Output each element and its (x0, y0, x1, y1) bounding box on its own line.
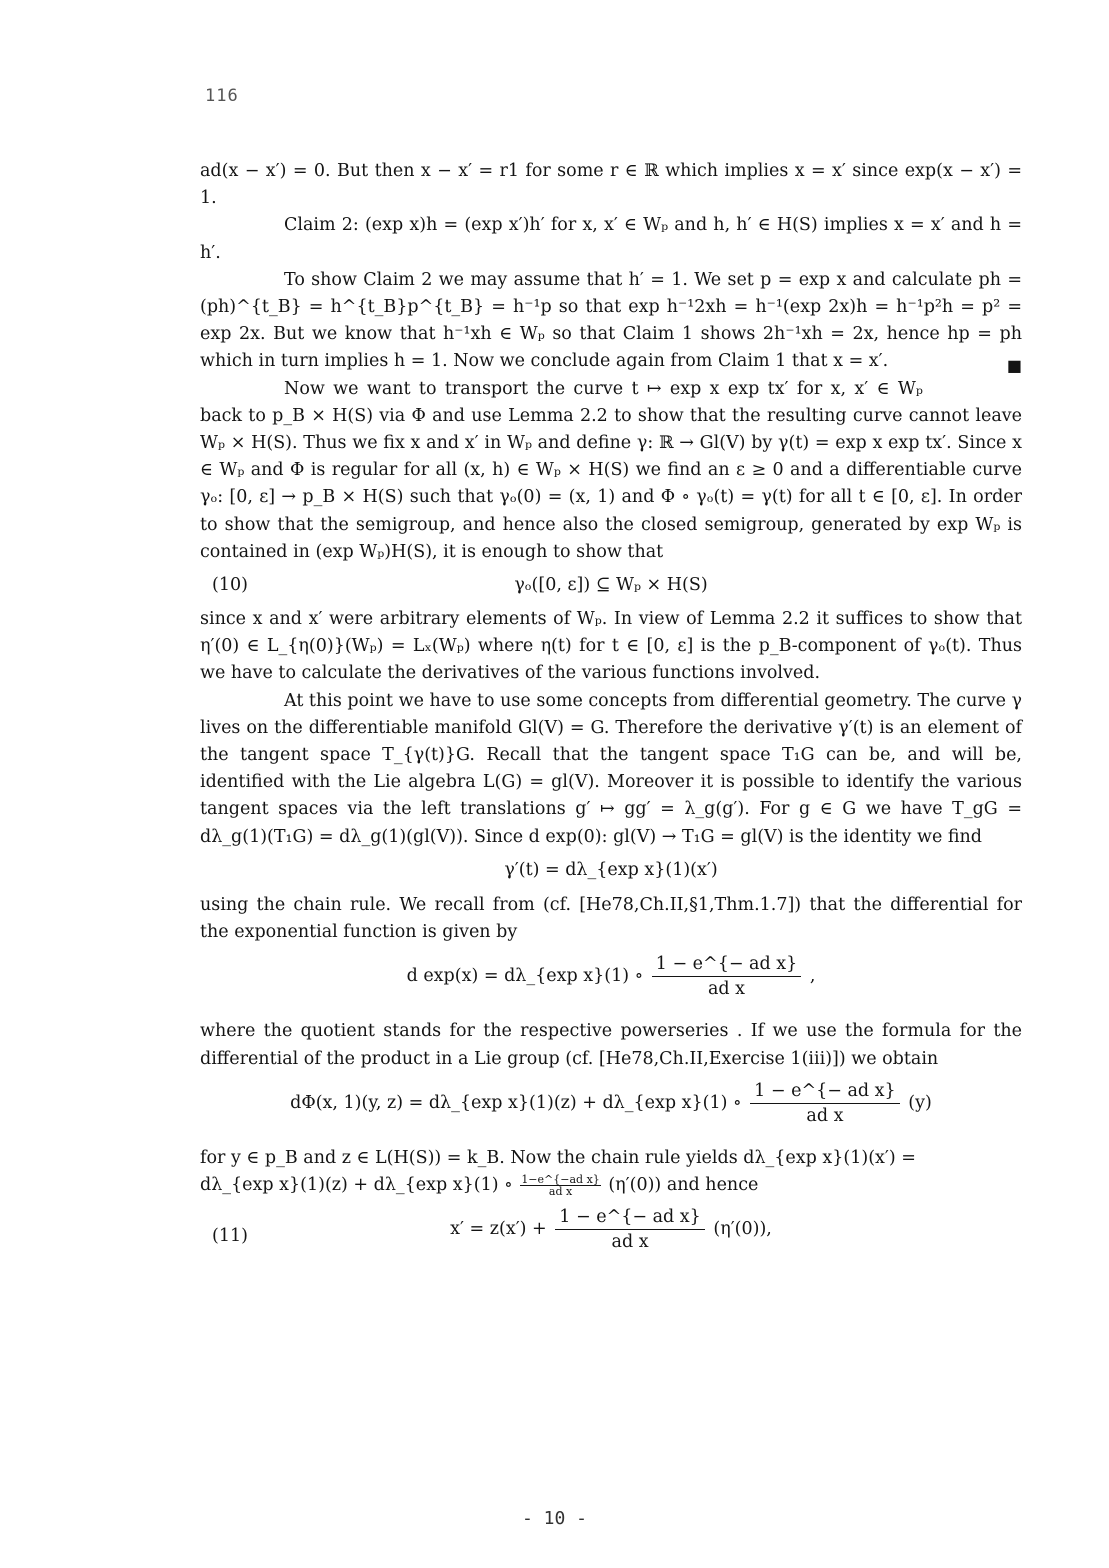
equation-gamma-derivative: γ′(t) = dλ_{exp x}(1)(x′) (504, 859, 718, 880)
equation-10 (200, 570, 1022, 602)
equation-11-tail: (η′(0)), (713, 1219, 772, 1240)
equation-dexp-numerator: 1 − e^{− ad x} (652, 952, 802, 977)
equation-dphi-denominator: ad x (806, 1105, 844, 1126)
equation-dexp (200, 952, 1022, 1010)
paragraph-transport-curve: Now we want to transport the curve t ↦ exp x exp tx′ for x, x′ ∈ Wₚ back to p_B × H(S) via Φ and use Lemma 2.2 to show that the resulting curve cannot leave Wₚ × H(S). Thus we fix x and x′ in Wₚ and define γ: ℝ → Gl(V) by γ(t) = exp x exp tx′. Since x ∈ Wₚ and Φ is regular for all (x, h) ∈ Wₚ × H(S) we find an ε ≥ 0 and a differentiable curve γₒ: [0, ε] → p_B × H(S) such that γₒ(0) = (x, 1) and Φ ∘ γₒ(t) = γ(t) for all t ∈ [0, ε]. In order to show that the semigroup, and hence also the closed semigroup, generated by exp Wₚ is contained in (exp Wₚ)H(S), it is enough to show that (200, 378, 1022, 562)
equation-10-body: γₒ([0, ε]) ⊆ Wₚ × H(S) (514, 575, 708, 596)
claim2-proof-text: To show Claim 2 we may assume that h′ = 1. We set p = exp x and calculate ph = (ph)^{t_B} = h^{t_B}p^{t_B} = h⁻¹p so that exp h⁻¹2xh = h⁻¹(exp 2x)h = h⁻¹p²h = p² = exp 2x. But we know that h⁻¹xh ∈ Wₚ so that Claim 1 shows 2h⁻¹xh = 2x, hence hp = ph which in turn implies h = 1. Now we conclude again from Claim 1 that x = x′. (200, 269, 1022, 372)
equation-dexp-denominator: ad x (707, 979, 746, 1000)
paragraph-chain-rule-yields (200, 1145, 1022, 1199)
equation-dphi-lead: dΦ(x, 1)(y, z) = dλ_{exp x}(1)(z) + dλ_{exp x}(1) ∘ (290, 1092, 742, 1113)
paragraph-powerseries: where the quotient stands for the respective powerseries . If we use the formula for the differential of the product in a Lie group (cf. [He78,Ch.II,Exercise 1(iii)]) we obtain (200, 1021, 1022, 1069)
equation-11-label: (11) (212, 1226, 248, 1247)
equation-dphi-tail: (y) (908, 1092, 932, 1113)
inline-fraction (520, 1174, 600, 1197)
inline-fraction-denominator: ad x (548, 1185, 573, 1199)
equation-dphi-fraction (750, 1079, 900, 1128)
equation-10-label: (10) (212, 575, 248, 596)
chain-rule-line2-lead: dλ_{exp x}(1)(z) + dλ_{exp x}(1) ∘ (200, 1175, 513, 1196)
chain-rule-line1: for y ∈ p_B and z ∈ L(H(S)) = k_B. Now the chain rule yields dλ_{exp x}(1)(x′) = (200, 1147, 916, 1168)
equation-11-fraction (555, 1205, 705, 1254)
paragraph-lemma-derivatives: since x and x′ were arbitrary elements of Wₚ. In view of Lemma 2.2 it suffices to show that η′(0) ∈ L_{η(0)}(Wₚ) = Lₓ(Wₚ) where η(t) for t ∈ [0, ε] is the p_B-component of γₒ(t). Thus we have to calculate the derivatives of the various functions involved. (200, 609, 1022, 684)
equation-dphi (200, 1079, 1022, 1137)
chain-rule-line2-tail: (η′(0)) and hence (608, 1175, 759, 1196)
page-body (200, 158, 1022, 1271)
paragraph-differential-geometry: At this point we have to use some concepts from differential geometry. The curve γ lives on the differentiable manifold Gl(V) = G. Therefore the derivative γ′(t) is an element of the tangent space T_{γ(t)}G. Recall that the tangent space T₁G can be, and will be, identified with the Lie algebra L(G) = gl(V). Moreover it is possible to identify the various tangent spaces via the left translations g′ ↦ gg′ = λ_g(g′). For g ∈ G we have T_gG = dλ_g(1)(T₁G) = dλ_g(1)(gl(V)). Since d exp(0): gl(V) → T₁G = gl(V) is the identity we find (200, 690, 1022, 847)
equation-dexp-lead: d exp(x) = dλ_{exp x}(1) ∘ (406, 966, 644, 987)
paragraph-claim2: Claim 2: (exp x)h = (exp x′)h′ for x, x′ ∈ Wₚ and h, h′ ∈ H(S) implies x = x′ and h = h′. (200, 215, 1022, 263)
equation-11-numerator: 1 − e^{− ad x} (555, 1205, 705, 1230)
paragraph-claim1-end: ad(x − x′) = 0. But then x − x′ = r1 for some r ∈ ℝ which implies x = x′ since exp(x − x′) = 1. (200, 161, 1022, 209)
page-footer: - 10 - (521, 1508, 588, 1529)
equation-dexp-fraction (652, 952, 802, 1001)
paragraph-chain-rule: using the chain rule. We recall from (cf. [He78,Ch.II,§1,Thm.1.7]) that the differential for the exponential function is given by (200, 895, 1022, 943)
equation-dphi-numerator: 1 − e^{− ad x} (750, 1079, 900, 1104)
equation-11-denominator: ad x (611, 1232, 649, 1253)
page-number: 116 (205, 86, 239, 106)
paragraph-claim2-proof (200, 267, 1022, 376)
inline-fraction-numerator: 1−e^{−ad x} (521, 1173, 600, 1187)
qed-mark: ■ (1006, 356, 1022, 376)
equation-dexp-tail: , (809, 966, 816, 987)
equation-11 (200, 1205, 1022, 1263)
equation-11-lead: x′ = z(x′) + (450, 1219, 547, 1240)
